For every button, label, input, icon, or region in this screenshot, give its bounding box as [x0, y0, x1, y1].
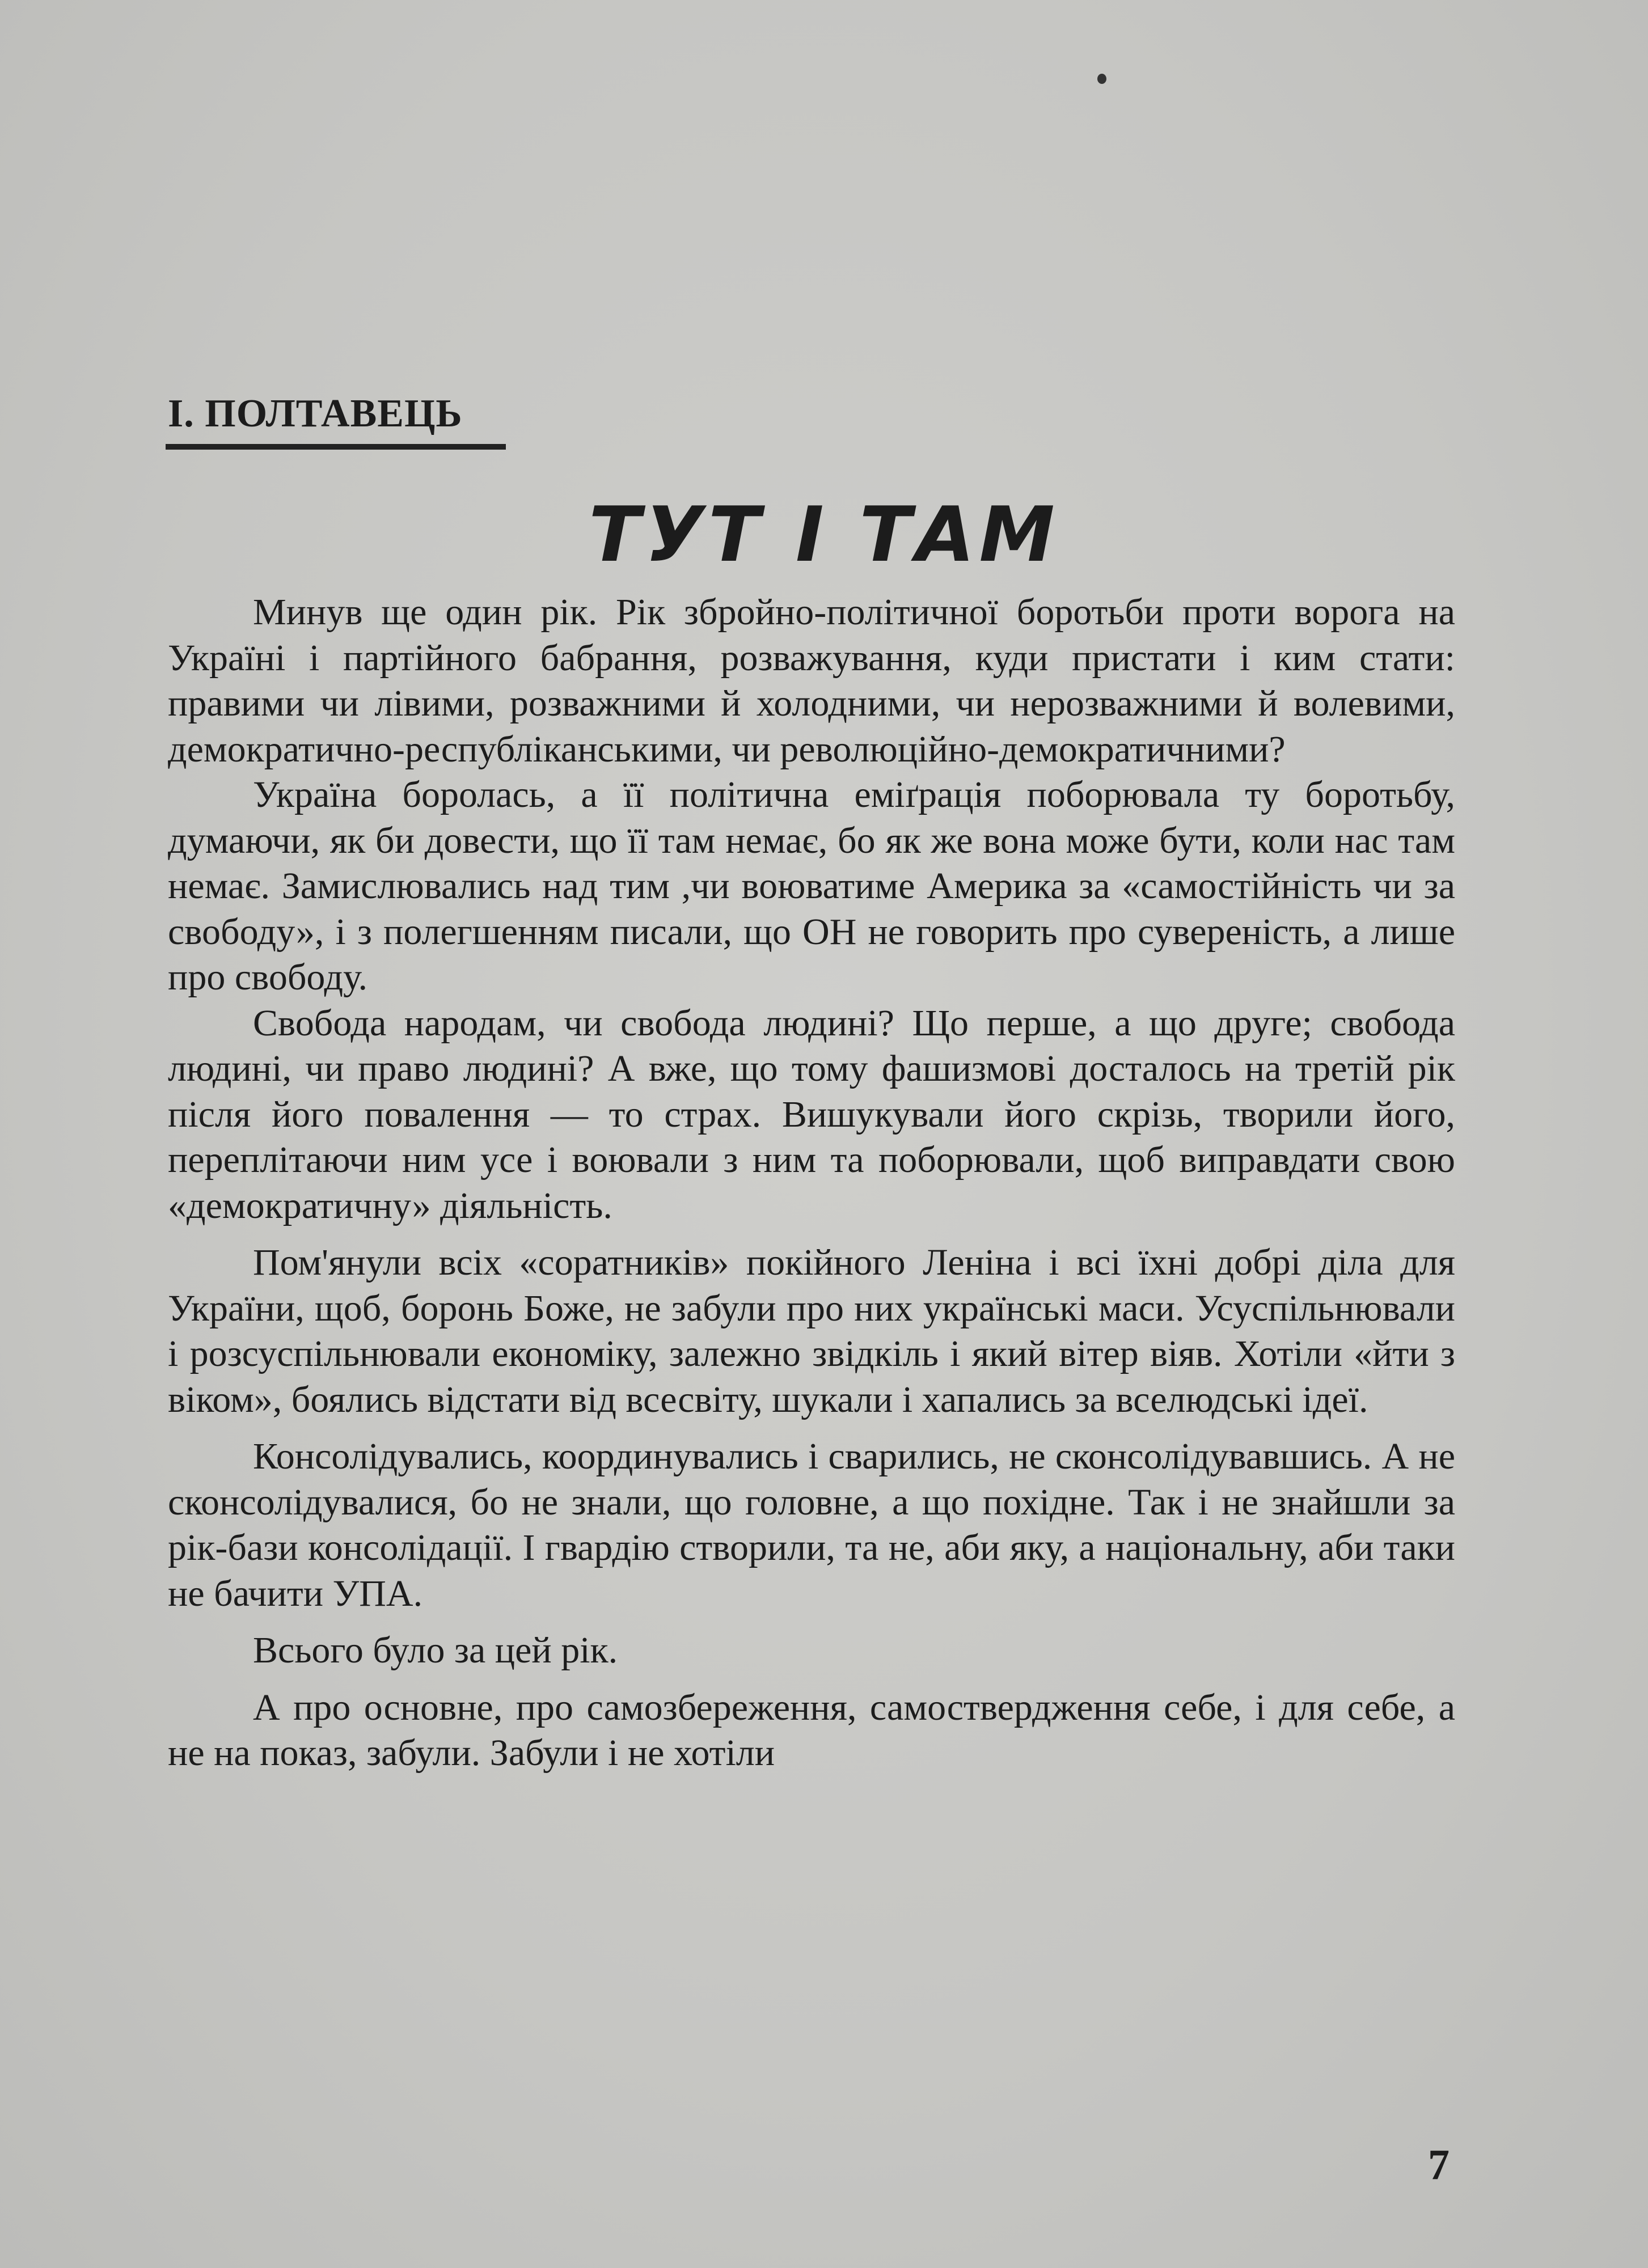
- article-body: [168, 590, 1455, 1776]
- ink-speck: [1097, 74, 1106, 84]
- article-title: ТУТ І ТАМ: [589, 490, 1059, 579]
- author-name: І. ПОЛТАВЕЦЬ: [168, 392, 463, 435]
- paragraph: Свобода народам, чи свобода людині? Що перше, а що друге; свобода людині, чи право людині? А вже, що тому фашизмові досталось на третій рік після його повалення — то страх. Вишукували його скрізь, творили його, переплітаючи ним усе і воювали з ним та поборювали, щоб виправдати свою «демократичну» діяльність.: [168, 1002, 1455, 1226]
- author-underline: [166, 444, 506, 450]
- paragraph: Всього було за цей рік.: [253, 1630, 618, 1671]
- paragraph: Минув ще один рік. Рік збройно-політичної боротьби проти ворога на Україні і партійного бабрання, розважування, куди пристати і ким стати: правими чи лівими, розважними й холодними, чи нерозважними й волевими, демократично-республіканськими, чи революційно-демократичними?: [168, 591, 1455, 770]
- paragraph: А про основне, про самозбереження, самоствердження себе, і для себе, а не на показ, забули. Забули і не хотіли: [168, 1686, 1455, 1774]
- paragraph: Пом'янули всіх «соратників» покійного Леніна і всі їхні добрі діла для України, щоб, боронь Боже, не забули про них українські маси. Усуспільнювали і розсуспільнювали економіку, залежно звідкіль і який вітер віяв. Хотіли «йти з віком», боялись відстати від всесвіту, шукали і хапались за вселюдські ідеї.: [168, 1242, 1455, 1420]
- paragraph: Консолідувались, координувались і сварились, не сконсолідувавшись. А не сконсолідувалися, бо не знали, що головне, а що похідне. Так і не знайшли за рік-бази консолідації. І гвардію створили, та не, аби яку, а національну, аби таки не бачити УПА.: [168, 1436, 1455, 1614]
- paragraph: Україна боролась, а її політична еміґрація поборювала ту боротьбу, думаючи, як би довести, що її там немає, бо як же вона може бути, коли нас там немає. Замислювались над тим ,чи воюватиме Америка за «самостійність чи за свободу», і з полегшенням писали, що ОН не говорить про сувереність, а лише про свободу.: [168, 774, 1455, 998]
- page-number: 7: [1428, 2141, 1450, 2189]
